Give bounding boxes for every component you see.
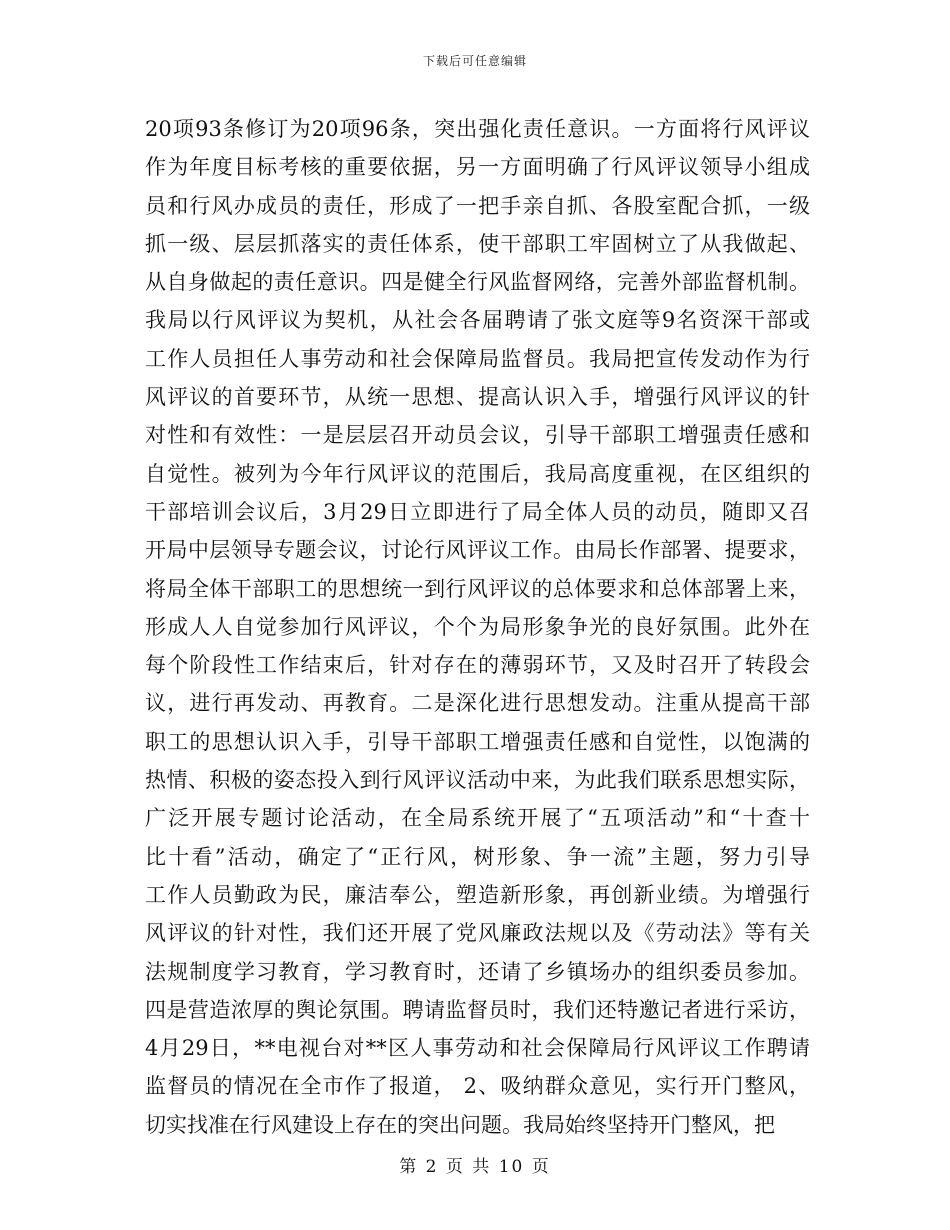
text-line: 四是营造浓厚的舆论氛围。聘请监督员时，我们还特邀记者进行采访， (145, 997, 810, 1022)
text-line: 将局全体干部职工的思想统一到行风评议的总体要求和总体部署上来， (145, 576, 810, 601)
text-line: 监督员的情况在全市作了报道， 2、吸纳群众意见，实行开门整风， (145, 1074, 810, 1099)
page-header: 下载后可任意编辑 (422, 54, 527, 68)
text-line: 20项93条修订为20项96条，突出强化责任意识。一方面将行风评议 (145, 117, 810, 141)
text-line: 对性和有效性：一是层层召开动员会议，引导干部职工增强责任感和 (145, 423, 810, 448)
text-line: 从自身做起的责任意识。四是健全行风监督网络，完善外部监督机制。 (145, 270, 810, 295)
text-line: 切实找准在行风建设上存在的突出问题。我局始终坚持开门整风，把 (145, 1112, 775, 1137)
text-line: 开局中层领导专题会议，讨论行风评议工作。由局长作部署、提要求， (145, 538, 810, 563)
text-line: 法规制度学习教育，学习教育时，还请了乡镇场办的组织委员参加。 (145, 959, 810, 984)
text-line: 4月29日，**电视台对**区人事劳动和社会保障局行风评议工作聘请 (145, 1036, 810, 1061)
text-line: 干部培训会议后，3月29日立即进行了局全体人员的动员，随即又召 (145, 499, 810, 524)
text-line: 比十看”活动，确定了“正行风，树形象、争一流”主题，努力引导 (145, 844, 810, 869)
text-line: 形成人人自觉参加行风评议，个个为局形象争光的良好氛围。此外在 (145, 614, 810, 639)
text-line: 作为年度目标考核的重要依据，另一方面明确了行风评议领导小组成 (145, 155, 810, 180)
text-line: 议，进行再发动、再教育。二是深化进行思想发动。注重从提高干部 (145, 691, 810, 716)
text-line: 工作人员勤政为民，廉洁奉公，塑造新形象，再创新业绩。为增强行 (145, 882, 810, 907)
text-line: 热情、积极的姿态投入到行风评议活动中来，为此我们联系思想实际， (145, 768, 810, 793)
text-line: 抓一级、层层抓落实的责任体系，使干部职工牢固树立了从我做起、 (145, 231, 810, 256)
page-number: 第 2 页 共 10 页 (399, 1157, 551, 1177)
text-line: 风评议的针对性，我们还开展了党风廉政法规以及《劳动法》等有关 (145, 921, 810, 946)
text-line: 每个阶段性工作结束后，针对存在的薄弱环节，又及时召开了转段会 (145, 653, 810, 678)
text-line: 工作人员担任人事劳动和社会保障局监督员。我局把宣传发动作为行 (145, 346, 810, 371)
text-line: 职工的思想认识入手，引导干部职工增强责任感和自觉性，以饱满的 (145, 729, 810, 754)
text-line: 广泛开展专题讨论活动，在全局系统开展了“五项活动”和“十查十 (145, 806, 810, 831)
text-line: 风评议的首要环节，从统一思想、提高认识入手，增强行风评议的针 (145, 385, 810, 410)
text-line: 员和行风办成员的责任，形成了一把手亲自抓、各股室配合抓，一级 (145, 193, 810, 218)
text-line: 自觉性。被列为今年行风评议的范围后，我局高度重视，在区组织的 (145, 461, 810, 486)
text-line: 我局以行风评议为契机，从社会各届聘请了张文庭等9名资深干部或 (145, 308, 810, 333)
body-text (145, 110, 810, 1144)
